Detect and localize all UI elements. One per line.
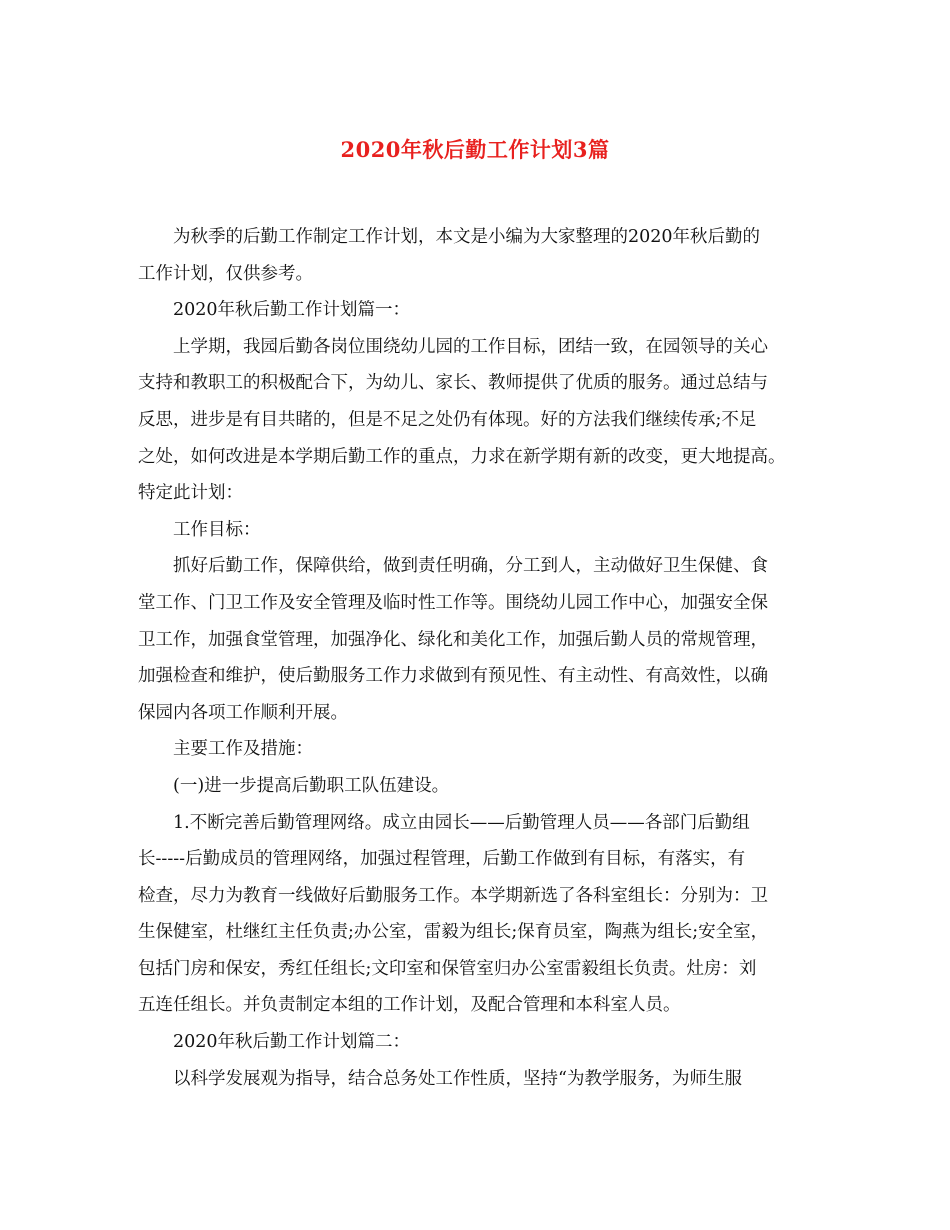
body-line: 支持和教职工的积极配合下，为幼儿、家长、教师提供了优质的服务。通过总结与 bbox=[138, 373, 768, 394]
document-body bbox=[138, 219, 828, 1097]
body-line: 以科学发展观为指导，结合总务处工作性质，坚持“为教学服务，为师生服 bbox=[173, 1068, 742, 1089]
body-line: 之处，如何改进是本学期后勤工作的重点，力求在新学期有新的改变，更大地提高。 bbox=[138, 446, 786, 467]
body-line: 反思，进步是有目共睹的，但是不足之处仍有体现。好的方法我们继续传承;不足 bbox=[138, 409, 757, 430]
body-line: 工作目标： bbox=[173, 519, 261, 540]
body-line: 特定此计划： bbox=[138, 483, 243, 504]
body-line: 检查，尽力为教育一线做好后勤服务工作。本学期新选了各科室组长：分别为：卫 bbox=[138, 885, 768, 906]
body-line: 五连任组长。并负责制定本组的工作计划，及配合管理和本科室人员。 bbox=[138, 995, 681, 1016]
body-line: (一)进一步提高后勤职工队伍建设。 bbox=[173, 775, 450, 796]
body-line: 抓好后勤工作，保障供给，做到责任明确，分工到人，主动做好卫生保健、食 bbox=[173, 556, 768, 577]
body-line: 主要工作及措施： bbox=[173, 739, 313, 760]
body-line: 上学期，我园后勤各岗位围绕幼儿园的工作目标，团结一致，在园领导的关心 bbox=[173, 336, 768, 357]
body-line: 长-----后勤成员的管理网络，加强过程管理，后勤工作做到有目标，有落实，有 bbox=[138, 849, 746, 870]
body-line: 堂工作、门卫工作及安全管理及临时性工作等。围绕幼儿园工作中心，加强安全保 bbox=[138, 592, 768, 613]
body-line: 2020年秋后勤工作计划篇一： bbox=[173, 300, 411, 321]
body-line: 生保健室，杜继红主任负责;办公室，雷毅为组长;保育员室，陶燕为组长;安全室， bbox=[138, 922, 769, 943]
body-line: 卫工作，加强食堂管理，加强净化、绿化和美化工作，加强后勤人员的常规管理， bbox=[138, 629, 768, 650]
body-line: 包括门房和保安，秀红任组长;文印室和保管室归办公室雷毅组长负责。灶房：刘 bbox=[138, 958, 757, 979]
document-title: 2020年秋后勤工作计划3篇 bbox=[340, 137, 610, 162]
body-line: 2020年秋后勤工作计划篇二： bbox=[173, 1032, 411, 1053]
body-line: 为秋季的后勤工作制定工作计划，本文是小编为大家整理的2020年秋后勤的 bbox=[173, 227, 761, 247]
body-line: 工作计划，仅供参考。 bbox=[138, 263, 313, 284]
body-line: 1.不断完善后勤管理网络。成立由园长——后勤管理人员——各部门后勤组 bbox=[173, 812, 750, 833]
body-line: 保园内各项工作顺利开展。 bbox=[138, 702, 348, 723]
body-line: 加强检查和维护，使后勤服务工作力求做到有预见性、有主动性、有高效性，以确 bbox=[138, 666, 768, 687]
